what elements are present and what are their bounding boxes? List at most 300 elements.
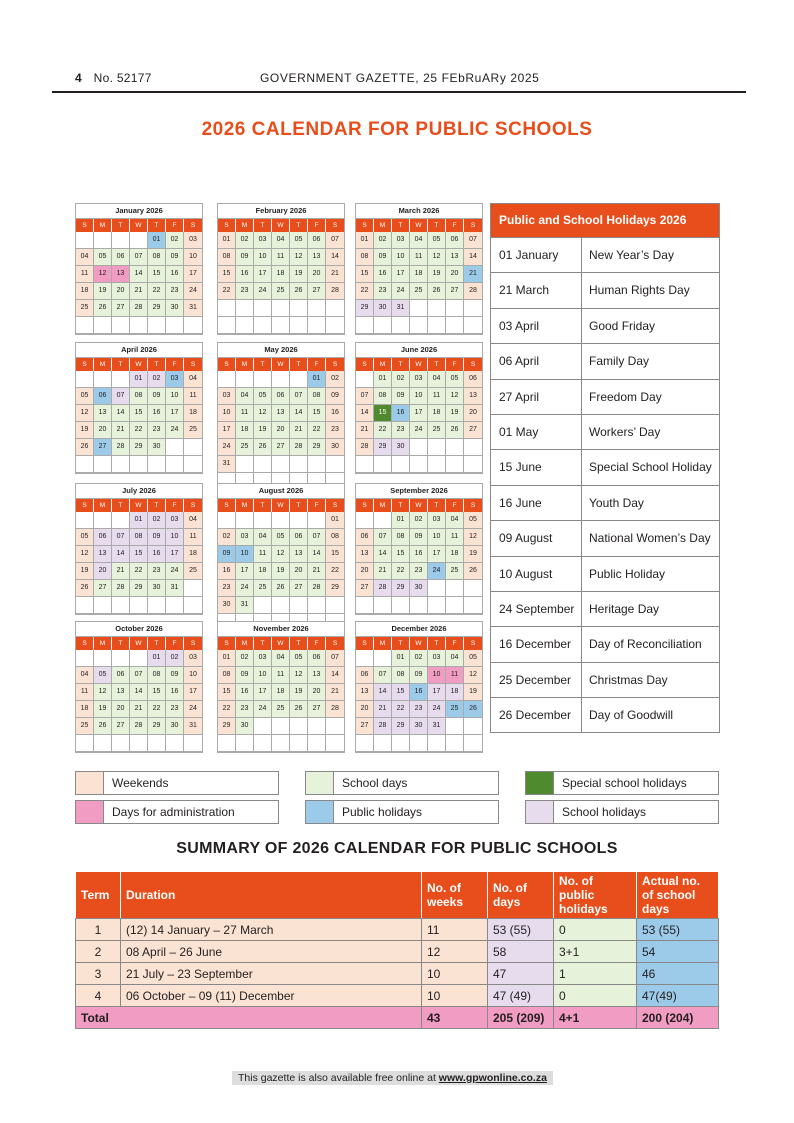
day-cell: 31 [392,300,410,317]
day-cell: 20 [356,563,374,580]
weekday-label: T [254,358,272,371]
empty-cell [218,735,236,752]
day-cell: 05 [464,650,482,667]
day-cell: 15 [392,546,410,563]
day-cell: 18 [254,563,272,580]
empty-cell [326,317,344,334]
day-cell: 15 [308,405,326,422]
holiday-date: 16 December [491,627,582,661]
holiday-date: 01 May [491,415,582,449]
weekday-label: F [308,637,326,650]
day-cell: 01 [374,371,392,388]
day-cell: 06 [94,529,112,546]
day-cell: 27 [94,439,112,456]
empty-cell [356,650,374,667]
day-cell: 25 [184,563,202,580]
summary-cell: 21 July – 23 September [121,963,422,985]
day-cell: 05 [254,388,272,405]
holiday-row [491,308,719,343]
day-cell: 05 [272,529,290,546]
empty-cell [218,512,236,529]
empty-cell [464,439,482,456]
day-cell: 21 [290,422,308,439]
day-cell: 13 [356,546,374,563]
day-cell: 04 [184,512,202,529]
summary-header: No. of weeks [422,872,488,919]
day-cell: 10 [184,667,202,684]
summary-cell: 47(49) [637,985,719,1007]
empty-cell [254,735,272,752]
empty-cell [356,456,374,473]
summary-row [76,963,719,985]
footer-link[interactable]: www.gpwonline.co.za [438,1072,547,1084]
day-cell: 12 [290,249,308,266]
weekday-label: S [356,219,374,232]
empty-cell [410,735,428,752]
day-cell: 29 [392,718,410,735]
day-cell: 23 [236,283,254,300]
day-cell: 24 [184,283,202,300]
weekday-header [76,219,202,232]
weekday-label: S [356,358,374,371]
empty-cell [94,317,112,334]
empty-cell [446,735,464,752]
summary-cell: 47 [488,963,554,985]
weekday-header [218,358,344,371]
day-cell: 10 [254,667,272,684]
weekday-label: T [254,499,272,512]
day-cell: 10 [166,388,184,405]
day-cell: 13 [94,546,112,563]
holiday-name: Freedom Day [589,389,662,404]
day-cell: 30 [218,597,236,614]
day-cell: 13 [272,405,290,422]
day-cell: 22 [374,422,392,439]
empty-cell [392,317,410,334]
day-cell: 01 [218,232,236,249]
day-cell: 12 [94,266,112,283]
day-cell: 29 [356,300,374,317]
day-cell: 01 [308,371,326,388]
month-calendar [75,483,203,615]
day-cell: 22 [392,701,410,718]
holiday-name: Human Rights Day [589,283,690,298]
empty-cell [428,300,446,317]
holiday-row [491,414,719,449]
holiday-name: Day of Goodwill [589,708,674,723]
weekday-label: T [112,499,130,512]
weekday-header [356,499,482,512]
day-cell: 11 [446,529,464,546]
summary-cell: 1 [76,919,121,941]
issue-number: No. 52177 [93,71,152,85]
weekday-label: M [94,499,112,512]
empty-cell [410,439,428,456]
weekday-label: W [130,637,148,650]
empty-cell [184,580,202,597]
day-cell: 25 [428,422,446,439]
day-cell: 15 [130,546,148,563]
day-cell: 17 [410,405,428,422]
empty-cell [148,735,166,752]
day-cell: 13 [308,667,326,684]
month-calendar [217,621,345,753]
legend-weekends: Weekends [75,771,279,795]
month-name: December 2026 [356,622,482,637]
weekday-label: W [410,499,428,512]
day-cell: 20 [308,684,326,701]
weekday-label: S [332,640,338,647]
empty-cell [356,317,374,334]
empty-cell [446,580,464,597]
day-cell: 27 [112,718,130,735]
day-cell: 24 [392,283,410,300]
day-cell: 26 [290,283,308,300]
month-calendar [217,203,345,335]
day-cell: 22 [356,283,374,300]
day-cell: 29 [130,439,148,456]
day-cell: 18 [410,266,428,283]
day-cell: 18 [446,684,464,701]
day-cell: 03 [184,232,202,249]
day-cell: 29 [392,580,410,597]
day-cell: 27 [356,580,374,597]
day-cell: 08 [148,249,166,266]
weekday-label: S [190,222,196,229]
day-cell: 17 [166,546,184,563]
day-cell: 11 [428,388,446,405]
day-cell: 28 [374,580,392,597]
month-name: March 2026 [356,204,482,219]
day-cell: 08 [374,388,392,405]
empty-cell [446,597,464,614]
weekday-label: W [272,219,290,232]
day-cell: 05 [428,232,446,249]
empty-cell [392,597,410,614]
day-cell: 08 [148,667,166,684]
empty-cell [236,456,254,473]
day-cell: 26 [464,701,482,718]
empty-cell [374,597,392,614]
empty-cell [112,456,130,473]
summary-cell: 53 (55) [637,919,719,941]
day-cell: 28 [290,439,308,456]
day-cell: 30 [374,300,392,317]
day-cell: 14 [326,249,344,266]
day-cell: 27 [308,701,326,718]
empty-cell [356,512,374,529]
month-calendar [217,483,345,632]
day-cell: 07 [374,667,392,684]
day-cell: 30 [166,300,184,317]
holiday-name: Public Holiday [589,566,666,581]
weekday-label: T [428,219,446,232]
weekday-label: T [428,499,446,512]
holiday-date: 25 December [491,663,582,697]
day-cell: 07 [130,667,148,684]
day-cell: 07 [308,529,326,546]
day-cell: 21 [130,283,148,300]
day-cell: 01 [392,650,410,667]
empty-cell [148,317,166,334]
empty-cell [76,371,94,388]
day-cell: 17 [184,684,202,701]
holiday-date: 15 June [491,450,582,484]
day-cell: 03 [184,650,202,667]
day-cell: 24 [428,563,446,580]
day-cell: 14 [130,266,148,283]
empty-cell [326,718,344,735]
day-cell: 25 [76,718,94,735]
summary-cell: 46 [637,963,719,985]
day-cell: 11 [184,388,202,405]
holiday-row [491,237,719,272]
day-cell: 20 [94,422,112,439]
day-cell: 09 [392,388,410,405]
empty-cell [254,597,272,614]
day-cell: 18 [184,405,202,422]
weekday-label: T [148,499,166,512]
empty-cell [166,456,184,473]
month-name: May 2026 [218,343,344,358]
day-cell: 24 [218,439,236,456]
empty-cell [308,512,326,529]
summary-total-cell: 200 (204) [637,1007,719,1029]
weekday-label: S [332,222,338,229]
weekday-label: S [356,499,374,512]
day-cell: 30 [236,718,254,735]
weekday-header [76,499,202,512]
day-cell: 15 [392,684,410,701]
day-cell: 11 [410,249,428,266]
day-cell: 06 [112,249,130,266]
day-cell: 29 [218,718,236,735]
summary-cell: 0 [554,985,637,1007]
day-cell: 10 [428,529,446,546]
weekday-label: T [290,637,308,650]
holiday-date: 01 January [491,238,582,272]
day-cell: 20 [290,563,308,580]
day-cell: 08 [356,249,374,266]
month-name: July 2026 [76,484,202,499]
day-cell: 17 [428,546,446,563]
day-cell: 09 [236,249,254,266]
day-cell: 08 [130,529,148,546]
day-cell: 28 [464,283,482,300]
day-cell: 08 [130,388,148,405]
day-cell: 19 [76,563,94,580]
day-cell: 16 [236,266,254,283]
day-cell: 17 [218,422,236,439]
day-cell: 02 [148,371,166,388]
day-cell: 02 [410,650,428,667]
weekday-label: M [374,358,392,371]
day-cell: 16 [218,563,236,580]
empty-cell [236,735,254,752]
day-cell: 02 [166,650,184,667]
day-cell: 29 [148,718,166,735]
day-cell: 26 [94,718,112,735]
day-cell: 31 [218,456,236,473]
empty-cell [392,456,410,473]
empty-cell [254,317,272,334]
empty-cell [272,456,290,473]
empty-cell [254,718,272,735]
day-cell: 21 [112,563,130,580]
day-cell: 31 [184,718,202,735]
day-cell: 19 [94,283,112,300]
day-cell: 16 [410,546,428,563]
day-cell: 03 [410,371,428,388]
holiday-date: 24 September [491,592,582,626]
day-cell: 04 [76,249,94,266]
summary-cell: 06 October – 09 (11) December [121,985,422,1007]
summary-cell: 53 (55) [488,919,554,941]
day-cell: 25 [446,563,464,580]
day-cell: 22 [218,701,236,718]
day-cell: 30 [148,439,166,456]
holidays-table [490,203,720,733]
day-cell: 05 [76,388,94,405]
day-cell: 15 [218,266,236,283]
day-cell: 28 [112,580,130,597]
holiday-name: Christmas Day [589,672,668,687]
empty-cell [446,456,464,473]
day-cell: 03 [218,388,236,405]
day-cell: 18 [76,701,94,718]
day-cell: 01 [392,512,410,529]
day-cell: 06 [112,667,130,684]
weekday-label: T [428,637,446,650]
day-cell: 22 [148,283,166,300]
weekday-label: M [236,219,254,232]
day-cell: 25 [184,422,202,439]
day-cell: 22 [218,283,236,300]
empty-cell [272,371,290,388]
holiday-name: Family Day [589,354,650,369]
day-cell: 30 [166,718,184,735]
weekday-label: F [308,499,326,512]
empty-cell [326,300,344,317]
day-cell: 08 [308,388,326,405]
holiday-row [491,379,719,414]
day-cell: 13 [112,266,130,283]
day-cell: 25 [254,580,272,597]
day-cell: 11 [272,249,290,266]
day-cell: 09 [410,667,428,684]
weekday-label: M [374,499,392,512]
summary-cell: 11 [422,919,488,941]
summary-cell: 3+1 [554,941,637,963]
day-cell: 27 [446,283,464,300]
day-cell: 21 [326,684,344,701]
holiday-date: 16 June [491,486,582,520]
empty-cell [308,456,326,473]
gazette-title: GOVERNMENT GAZETTE, 25 FEbRuARy 2025 [260,71,540,85]
day-cell: 07 [326,232,344,249]
empty-cell [254,512,272,529]
empty-cell [236,371,254,388]
day-cell: 10 [236,546,254,563]
day-cell: 10 [184,249,202,266]
day-cell: 09 [374,249,392,266]
day-cell: 22 [326,563,344,580]
legend-swatch [306,801,334,823]
day-cell: 29 [326,580,344,597]
day-cell: 24 [236,580,254,597]
month-calendar [355,483,483,615]
day-cell: 17 [254,684,272,701]
day-cell: 13 [446,249,464,266]
day-cell: 16 [148,405,166,422]
day-cell: 13 [94,405,112,422]
day-cell: 22 [392,563,410,580]
holiday-row [491,697,719,732]
weekday-label: F [446,499,464,512]
day-cell: 07 [356,388,374,405]
holiday-row [491,626,719,661]
summary-cell: 58 [488,941,554,963]
empty-cell [76,597,94,614]
holiday-row [491,449,719,484]
day-cell: 19 [446,405,464,422]
day-cell: 02 [236,650,254,667]
weekday-header [218,499,344,512]
page-number: 4 [75,71,82,85]
legend-swatch [76,772,104,794]
empty-cell [112,232,130,249]
empty-cell [166,439,184,456]
legend-swatch [526,801,554,823]
empty-cell [428,317,446,334]
day-cell: 11 [254,546,272,563]
weekday-label: M [374,219,392,232]
day-cell: 06 [272,388,290,405]
day-cell: 20 [446,266,464,283]
empty-cell [94,232,112,249]
empty-cell [446,317,464,334]
weekday-label: W [410,219,428,232]
empty-cell [236,317,254,334]
empty-cell [254,371,272,388]
day-cell: 29 [148,300,166,317]
day-cell: 20 [94,563,112,580]
weekday-label: W [130,499,148,512]
empty-cell [446,718,464,735]
legend-admin: Days for administration [75,800,279,824]
weekday-label: T [392,219,410,232]
day-cell: 31 [184,300,202,317]
day-cell: 26 [464,563,482,580]
holiday-row [491,520,719,555]
day-cell: 10 [410,388,428,405]
day-cell: 19 [94,701,112,718]
holiday-row [491,272,719,307]
day-cell: 11 [184,529,202,546]
summary-cell: 08 April – 26 June [121,941,422,963]
day-cell: 20 [112,701,130,718]
weekday-label: T [112,358,130,371]
day-cell: 28 [374,718,392,735]
legend-school-days: School days [305,771,499,795]
month-calendar [355,621,483,753]
day-cell: 30 [148,580,166,597]
day-cell: 14 [374,684,392,701]
empty-cell [272,718,290,735]
empty-cell [94,597,112,614]
day-cell: 21 [374,701,392,718]
day-cell: 17 [236,563,254,580]
